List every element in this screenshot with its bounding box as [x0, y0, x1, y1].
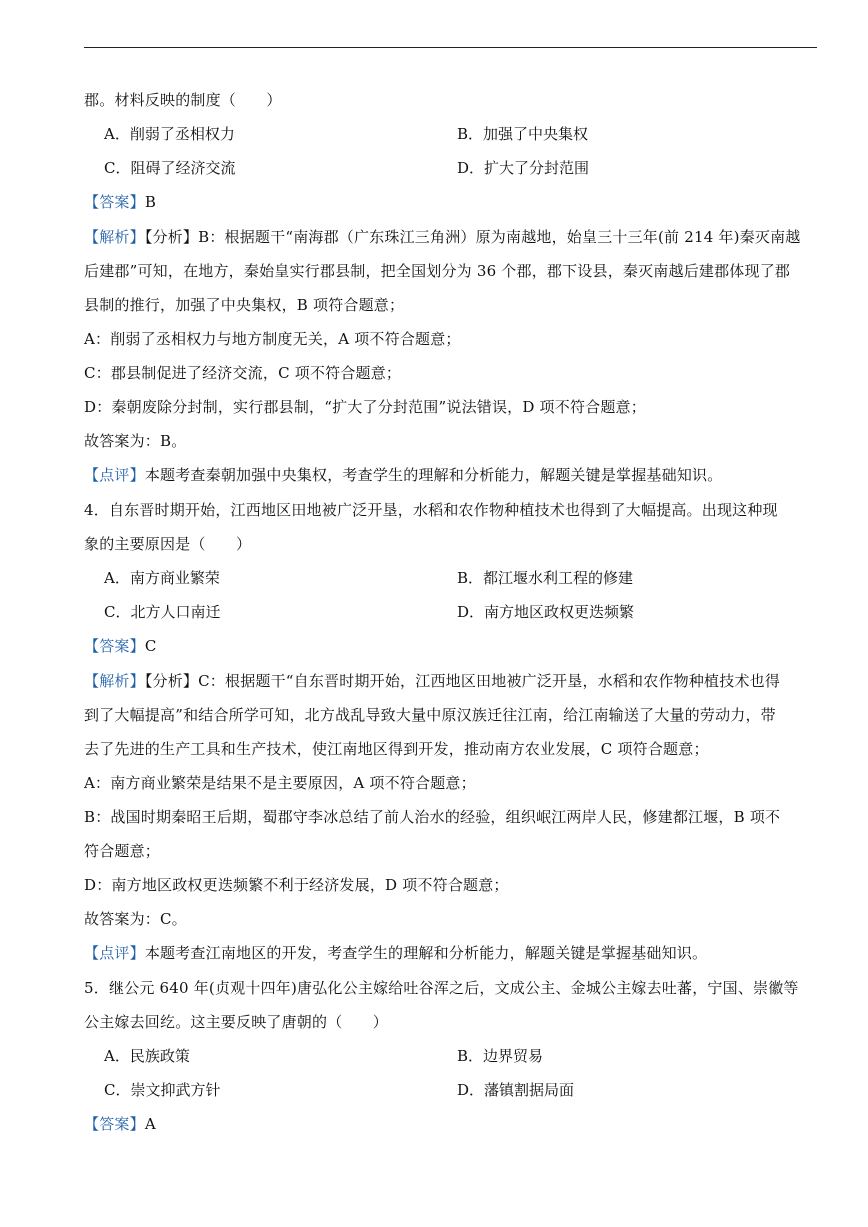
- q3-option-c: C．阻碍了经济交流: [104, 159, 236, 177]
- q5-option-a: A．民族政策: [104, 1047, 190, 1065]
- q4-analysis-line: 符合题意；: [84, 842, 161, 860]
- review-tag: 【点评】: [84, 944, 145, 962]
- q4-option-a: A．南方商业繁荣: [104, 569, 220, 587]
- q4-stem-line: 4．自东晋时期开始，江西地区田地被广泛开垦，水稻和农作物种植技术也得到了大幅提高。出现这种现: [84, 501, 778, 519]
- q3-option-d: D．扩大了分封范围: [457, 159, 590, 177]
- q3-analysis-line: [84, 227, 824, 247]
- analysis-tag: 【解析】: [84, 672, 145, 690]
- q3-analysis-line: 后建郡”可知，在地方，秦始皇实行郡县制，把全国划分为 36 个郡，郡下设县，秦灭南越后建郡体现了郡: [84, 262, 791, 280]
- q5-option-d: D．藩镇割据局面: [457, 1081, 575, 1099]
- q3-analysis-line: C：郡县制促进了经济交流，C 项不符合题意；: [84, 364, 402, 382]
- q3-answer-value: B: [144, 193, 157, 211]
- q3-stem-tail: 郡。材料反映的制度（ ）: [84, 91, 282, 109]
- answer-tag: 【答案】: [84, 193, 145, 211]
- q4-option-b: B．都江堰水利工程的修建: [457, 569, 634, 587]
- q3-analysis-line: 故答案为：B。: [84, 432, 187, 450]
- q4-option-c: C．北方人口南迁: [104, 603, 221, 621]
- q3-analysis-line: A：削弱了丞相权力与地方制度无关，A 项不符合题意；: [84, 330, 461, 348]
- analysis-tag: 【解析】: [84, 228, 145, 246]
- q4-analysis-line: D：南方地区政权更迭频繁不利于经济发展，D 项不符合题意；: [84, 876, 509, 894]
- q5-stem-line: 公主嫁去回纥。这主要反映了唐朝的（ ）: [84, 1013, 389, 1031]
- q5-stem-line: 5．继公元 640 年(贞观十四年)唐弘化公主嫁给吐谷浑之后，文成公主、金城公主嫁去吐蕃，宁国、崇徽等: [84, 979, 799, 997]
- review-text: 本题考查江南地区的开发，考查学生的理解和分析能力，解题关键是掌握基础知识。: [144, 944, 708, 962]
- answer-tag: 【答案】: [84, 637, 145, 655]
- header-rule: [84, 47, 817, 48]
- q4-analysis-line: B：战国时期秦昭王后期，蜀郡守李冰总结了前人治水的经验，组织岷江两岸人民，修建都江堰，B 项不: [84, 808, 781, 826]
- q4-analysis-line: 故答案为：C。: [84, 910, 187, 928]
- q5-answer: [84, 1114, 824, 1134]
- q4-option-d: D．南方地区政权更迭频繁: [457, 603, 635, 621]
- q3-answer: [84, 192, 824, 212]
- q3-option-b: B．加强了中央集权: [457, 125, 589, 143]
- q3-analysis-line: 县制的推行，加强了中央集权，B 项符合题意；: [84, 296, 405, 314]
- analysis-text: 【分析】B：根据题干“南海郡（广东珠江三角洲）原为南越地，始皇三十三年(前 214 年)秦灭南越: [144, 228, 801, 246]
- q4-answer: [84, 636, 824, 656]
- review-tag: 【点评】: [84, 466, 145, 484]
- q4-answer-value: C: [144, 637, 157, 655]
- q3-option-a: A．削弱了丞相权力: [104, 125, 235, 143]
- answer-tag: 【答案】: [84, 1115, 145, 1133]
- q3-analysis-line: D：秦朝废除分封制，实行郡县制，“扩大了分封范围”说法错误，D 项不符合题意；: [84, 398, 646, 416]
- q3-review: [84, 465, 824, 485]
- q4-stem-line: 象的主要原因是（ ）: [84, 535, 252, 553]
- q4-review: [84, 943, 824, 963]
- analysis-text: 【分析】C：根据题干“自东晋时期开始，江西地区田地被广泛开垦，水稻和农作物种植技术也得: [144, 672, 781, 690]
- q5-answer-value: A: [144, 1115, 156, 1133]
- q5-option-c: C．崇文抑武方针: [104, 1081, 221, 1099]
- q4-analysis-line: A：南方商业繁荣是结果不是主要原因，A 项不符合题意；: [84, 774, 476, 792]
- review-text: 本题考查秦朝加强中央集权，考查学生的理解和分析能力，解题关键是掌握基础知识。: [144, 466, 723, 484]
- q4-analysis-line: [84, 671, 824, 691]
- q4-analysis-line: 去了先进的生产工具和生产技术，使江南地区得到开发，推动南方农业发展，C 项符合题意；: [84, 740, 709, 758]
- q4-analysis-line: 到了大幅提高”和结合所学可知，北方战乱导致大量中原汉族迁往江南，给江南输送了大量的劳动力，带: [84, 706, 776, 724]
- q5-option-b: B．边界贸易: [457, 1047, 544, 1065]
